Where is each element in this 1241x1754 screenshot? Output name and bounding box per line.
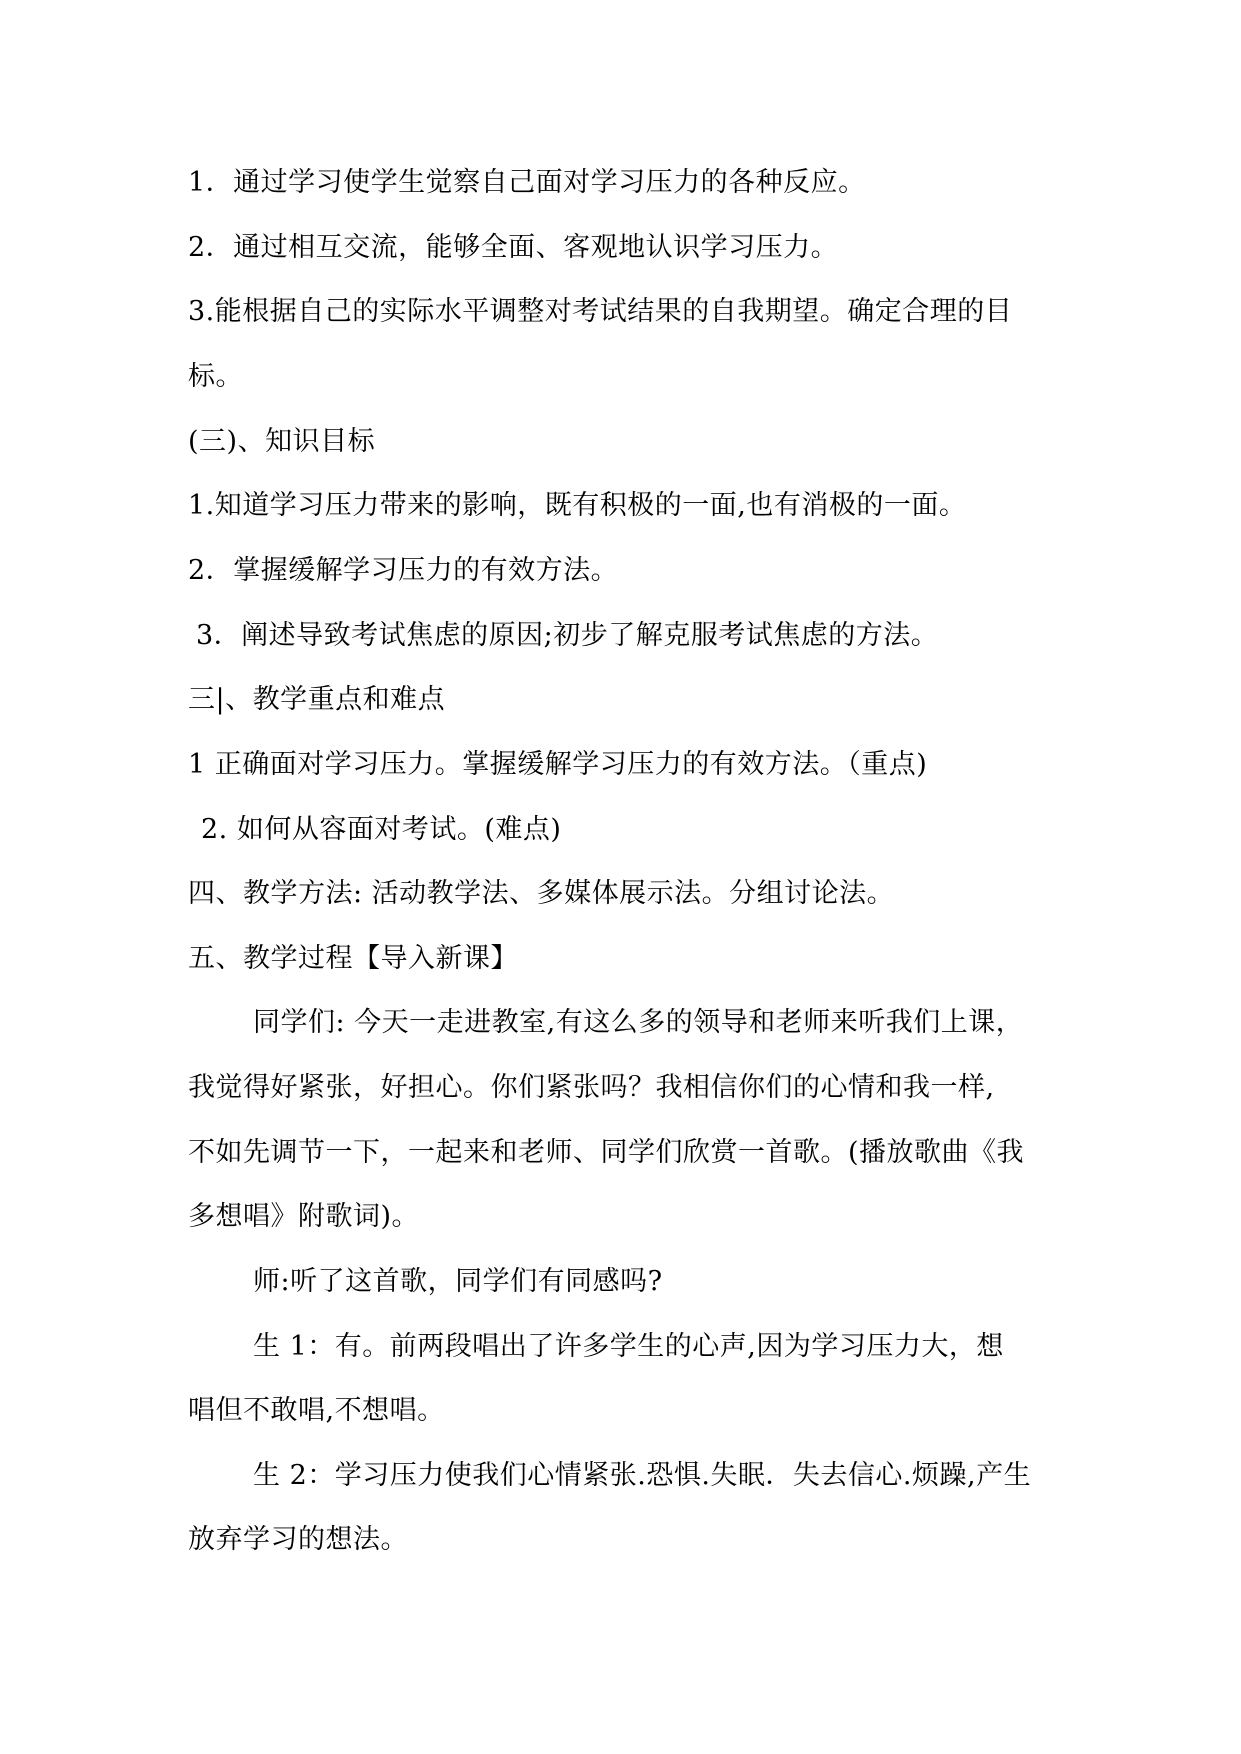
section-heading: 四、教学方法: 活动教学法、多媒体展示法。分组讨论法。 xyxy=(188,878,895,909)
text-line: 唱但不敢唱,不想唱。 xyxy=(188,1395,445,1426)
text-line: 同学们: 今天一走进教室,有这么多的领导和老师来听我们上课， xyxy=(253,1007,1024,1038)
section-heading: (三)、知识目标 xyxy=(188,426,376,457)
section-heading: 三|、教学重点和难点 xyxy=(188,684,446,715)
text-line: 2. 如何从容面对考试。(难点) xyxy=(201,814,562,845)
text-line: 生 2：学习压力使我们心情紧张.恐惧.失眠．失去信心.烦躁,产生 xyxy=(253,1460,1032,1491)
text-line: 1.知道学习压力带来的影响，既有积极的一面,也有消极的一面。 xyxy=(188,490,967,521)
text-line: 多想唱》附歌词)。 xyxy=(188,1201,420,1232)
text-line: 1 正确面对学习压力。掌握缓解学习压力的有效方法。（重点) xyxy=(188,749,928,780)
text-line: 我觉得好紧张，好担心。你们紧张吗？我相信你们的心情和我一样, xyxy=(188,1072,995,1103)
text-line: 3.能根据自己的实际水平调整对考试结果的自我期望。确定合理的目 xyxy=(188,296,1013,327)
text-line: 2．通过相互交流，能够全面、客观地认识学习压力。 xyxy=(188,232,839,263)
text-line: 3．阐述导致考试焦虑的原因;初步了解克服考试焦虑的方法。 xyxy=(196,620,939,651)
text-line: 标。 xyxy=(188,361,243,392)
text-line: 师:听了这首歌，同学们有同感吗? xyxy=(253,1266,663,1297)
text-line: 1．通过学习使学生觉察自己面对学习压力的各种反应。 xyxy=(188,167,866,198)
text-line: 2．掌握缓解学习压力的有效方法。 xyxy=(188,555,619,586)
section-heading: 五、教学过程【导入新课】 xyxy=(188,943,518,974)
text-line: 生 1：有。前两段唱出了许多学生的心声,因为学习压力大，想 xyxy=(253,1331,1004,1362)
text-line: 不如先调节一下，一起来和老师、同学们欣赏一首歌。(播放歌曲《我 xyxy=(188,1137,1025,1168)
text-line: 放弃学习的想法。 xyxy=(188,1524,408,1555)
